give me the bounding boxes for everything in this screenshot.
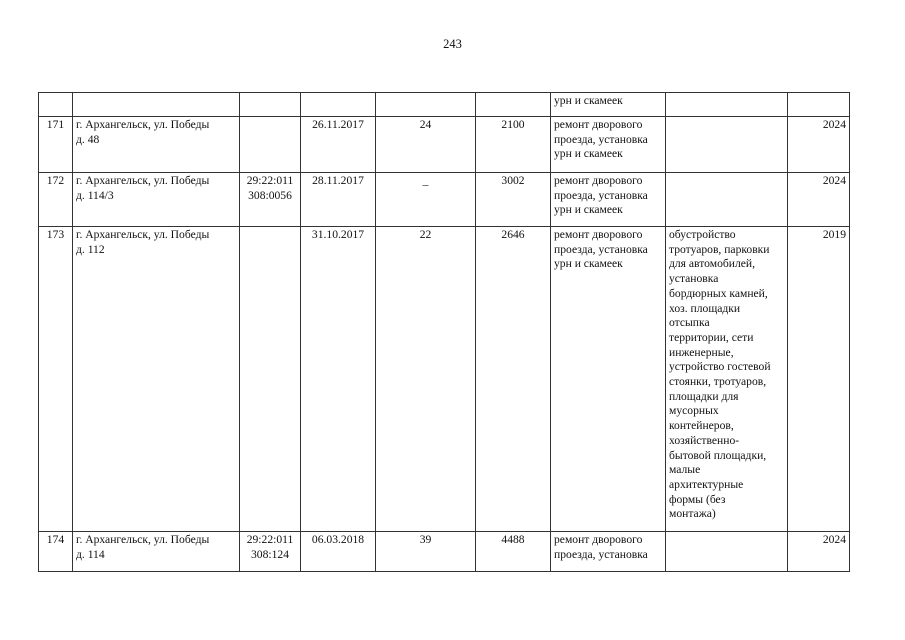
row-number-cell: 174 [39,532,73,572]
row-number-cell [39,93,73,117]
address-cell [73,93,240,117]
works-cell: ремонт дворового проезда, установка урн и скамеек [551,173,666,227]
date-cell [301,93,376,117]
address-cell: г. Архангельск, ул. Победы д. 48 [73,117,240,173]
table-row [39,173,850,227]
row-number-cell: 173 [39,227,73,532]
table-row [39,117,850,173]
count-cell: 39 [376,532,476,572]
cadastral-number-cell [240,117,301,173]
page-number: 243 [443,37,462,51]
row-number-cell: 172 [39,173,73,227]
area-cell: 2100 [476,117,551,173]
registry-table [38,92,850,572]
extra-works-cell [666,532,788,572]
year-cell [788,93,850,117]
cadastral-number-cell: 29:22:011 308:124 [240,532,301,572]
table-row [39,227,850,532]
year-cell: 2019 [788,227,850,532]
cadastral-number-cell [240,93,301,117]
count-cell [376,93,476,117]
address-cell: г. Архангельск, ул. Победы д. 114 [73,532,240,572]
count-cell: 24 [376,117,476,173]
table-row [39,93,850,117]
row-number-cell: 171 [39,117,73,173]
table-row [39,532,850,572]
works-cell: ремонт дворового проезда, установка [551,532,666,572]
area-cell: 2646 [476,227,551,532]
year-cell: 2024 [788,173,850,227]
extra-works-cell: обустройство тротуаров, парковки для автомобилей, установка бордюрных камней, хоз. площадки отсыпка территории, сети инженерные, устройство гостевой стоянки, тротуаров, площадки для мусорных контейнеров, хозяйственно- бытовой площадки, малые архитектурные формы (без монтажа) [666,227,788,532]
address-cell: г. Архангельск, ул. Победы д. 112 [73,227,240,532]
area-cell [476,93,551,117]
cadastral-number-cell [240,227,301,532]
works-cell: урн и скамеек [551,93,666,117]
date-cell: 26.11.2017 [301,117,376,173]
date-cell: 31.10.2017 [301,227,376,532]
extra-works-cell [666,173,788,227]
works-cell: ремонт дворового проезда, установка урн и скамеек [551,227,666,532]
address-cell: г. Архангельск, ул. Победы д. 114/3 [73,173,240,227]
date-cell: 28.11.2017 [301,173,376,227]
date-cell: 06.03.2018 [301,532,376,572]
year-cell: 2024 [788,117,850,173]
count-cell: _ [376,173,476,227]
year-cell: 2024 [788,532,850,572]
extra-works-cell [666,117,788,173]
count-cell: 22 [376,227,476,532]
area-cell: 4488 [476,532,551,572]
extra-works-cell [666,93,788,117]
cadastral-number-cell: 29:22:011 308:0056 [240,173,301,227]
area-cell: 3002 [476,173,551,227]
works-cell: ремонт дворового проезда, установка урн и скамеек [551,117,666,173]
